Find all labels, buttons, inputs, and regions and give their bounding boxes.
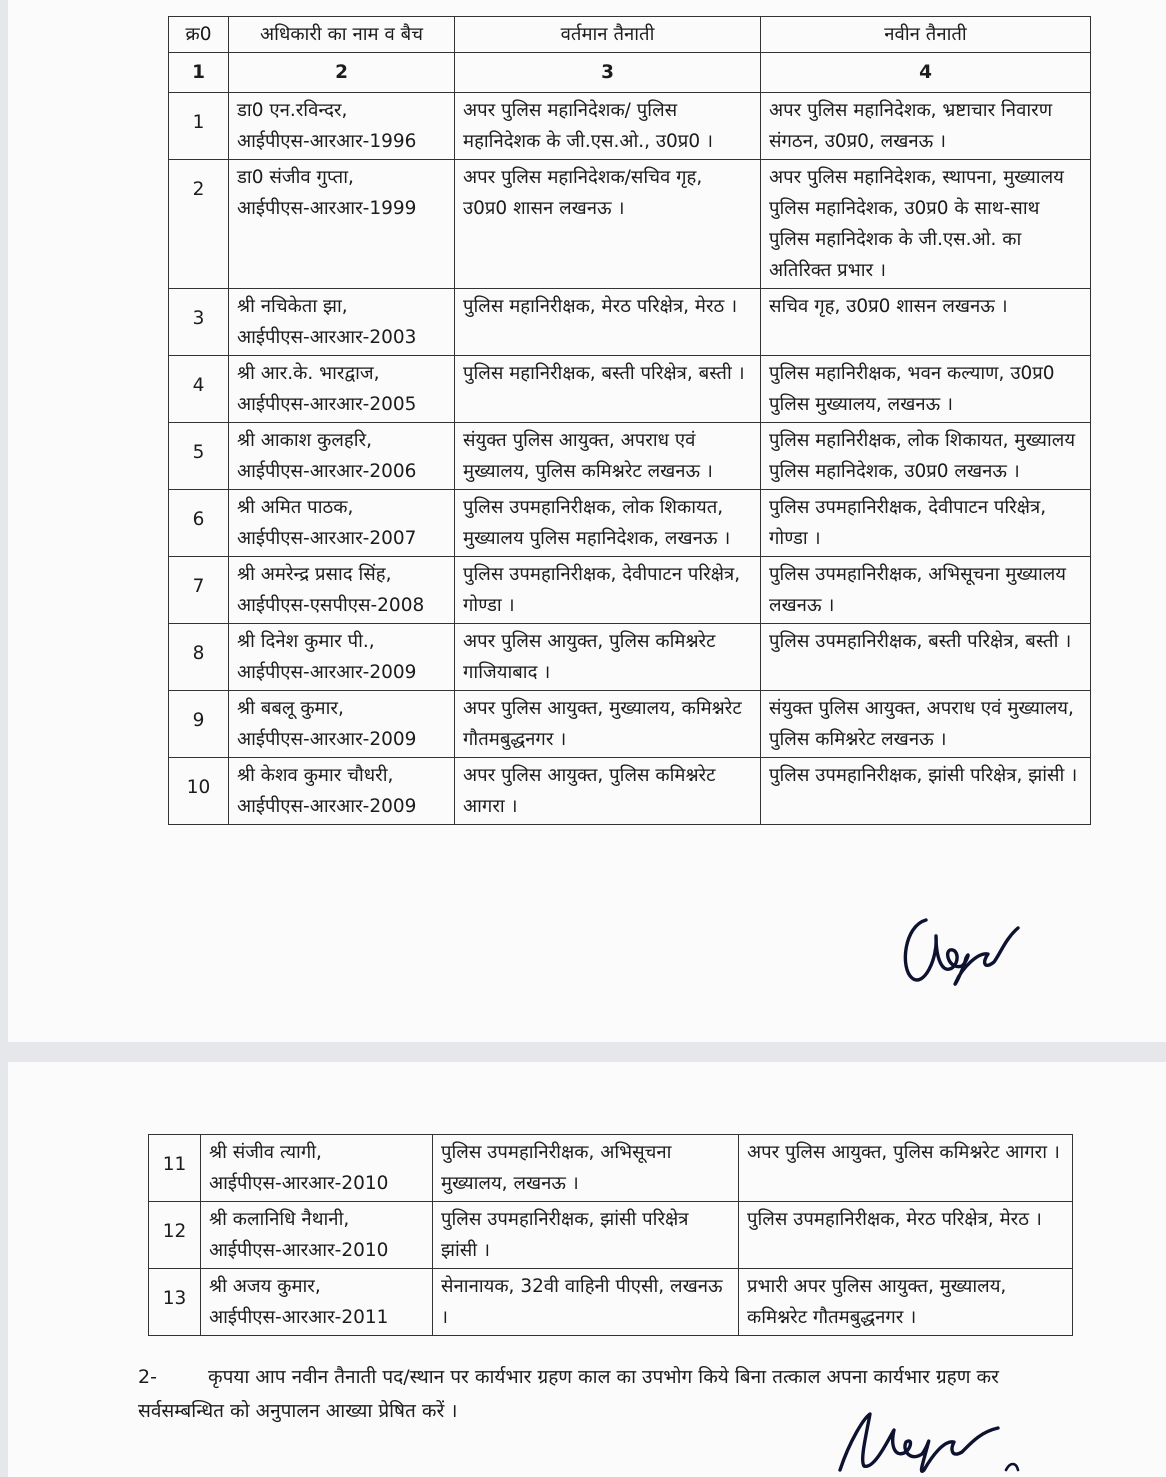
table-body-page-1 [169,93,1091,825]
officer-batch: आईपीएस-आरआर-2003 [237,327,417,348]
table-row [169,423,1091,490]
officer-cell [201,1135,433,1202]
new-posting: सचिव गृह, उ0प्र0 शासन लखनऊ । [761,289,1091,356]
current-posting: पुलिस उपमहानिरीक्षक, देवीपाटन परिक्षेत्र, गोण्डा । [455,557,761,624]
serial-number: 2 [169,160,229,289]
table-row [169,160,1091,289]
column-number: 2 [229,53,455,93]
serial-number: 1 [169,93,229,160]
new-posting: अपर पुलिस महानिदेशक, भ्रष्टाचार निवारण संगठन, उ0प्र0, लखनऊ । [761,93,1091,160]
officer-cell [229,691,455,758]
officer-cell [229,758,455,825]
table-row [169,557,1091,624]
current-posting: संयुक्त पुलिस आयुक्त, अपराध एवं मुख्यालय, पुलिस कमिश्नरेट लखनऊ । [455,423,761,490]
officer-name: डा0 एन.रविन्दर, [237,100,348,121]
serial-number: 13 [149,1269,201,1336]
serial-number: 5 [169,423,229,490]
table-row [169,490,1091,557]
officer-batch: आईपीएस-आरआर-2007 [237,528,417,549]
officer-batch: आईपीएस-आरआर-2005 [237,394,417,415]
current-posting: अपर पुलिस आयुक्त, पुलिस कमिश्नरेट गाजियाबाद । [455,624,761,691]
officer-cell [201,1269,433,1336]
header-serial-number: क्र0 [169,17,229,53]
new-posting: पुलिस उपमहानिरीक्षक, मेरठ परिक्षेत्र, मेरठ । [739,1202,1073,1269]
serial-number: 4 [169,356,229,423]
new-posting: पुलिस उपमहानिरीक्षक, बस्ती परिक्षेत्र, बस्ती । [761,624,1091,691]
table-row [169,624,1091,691]
officer-batch: आईपीएस-आरआर-2011 [209,1307,389,1328]
serial-number: 9 [169,691,229,758]
officer-batch: आईपीएस-आरआर-2010 [209,1173,389,1194]
column-number: 3 [455,53,761,93]
officer-cell [229,160,455,289]
officer-cell [229,423,455,490]
paragraph-text: कृपया आप नवीन तैनाती पद/स्थान पर कार्यभार ग्रहण काल का उपभोग किये बिना तत्काल अपना कार्यभार ग्रहण कर सर्वसम्बन्धित को अनुपालन आख्या प्रेषित करें । [138,1366,999,1422]
officer-name: श्री अमरेन्द्र प्रसाद सिंह, [237,564,392,585]
officer-name: डा0 संजीव गुप्ता, [237,167,354,188]
current-posting: पुलिस उपमहानिरीक्षक, झांसी परिक्षेत्र झांसी । [433,1202,739,1269]
table-row [169,289,1091,356]
officer-cell [229,557,455,624]
table-row [169,691,1091,758]
officer-batch: आईपीएस-आरआर-1999 [237,198,417,219]
serial-number: 7 [169,557,229,624]
officer-cell [229,356,455,423]
officer-name: श्री केशव कुमार चौधरी, [237,765,394,786]
current-posting: पुलिस महानिरीक्षक, मेरठ परिक्षेत्र, मेरठ । [455,289,761,356]
new-posting: संयुक्त पुलिस आयुक्त, अपराध एवं मुख्यालय, पुलिस कमिश्नरेट लखनऊ । [761,691,1091,758]
posting-table-page-1 [168,16,1091,825]
header-new-posting: नवीन तैनाती [761,17,1091,53]
officer-cell [229,289,455,356]
current-posting: अपर पुलिस आयुक्त, मुख्यालय, कमिश्नरेट गौतमबुद्धनगर । [455,691,761,758]
officer-name: श्री कलानिधि नैथानी, [209,1209,350,1230]
current-posting: अपर पुलिस महानिदेशक/ पुलिस महानिदेशक के जी.एस.ओ., उ0प्र0 । [455,93,761,160]
officer-name: श्री दिनेश कुमार पी., [237,631,375,652]
officer-cell [229,490,455,557]
serial-number: 8 [169,624,229,691]
column-number: 1 [169,53,229,93]
document-page-1 [8,0,1166,1042]
paragraph-number: 2- [138,1366,157,1388]
officer-cell [201,1202,433,1269]
current-posting: पुलिस उपमहानिरीक्षक, अभिसूचना मुख्यालय, लखनऊ । [433,1135,739,1202]
current-posting: अपर पुलिस महानिदेशक/सचिव गृह, उ0प्र0 शासन लखनऊ । [455,160,761,289]
column-number-row [169,53,1091,93]
serial-number: 11 [149,1135,201,1202]
table-row [169,93,1091,160]
officer-signature-2 [830,1400,1030,1477]
new-posting: पुलिस महानिरीक्षक, लोक शिकायत, मुख्यालय पुलिस महानिदेशक, उ0प्र0 लखनऊ । [761,423,1091,490]
officer-name: श्री बबलू कुमार, [237,698,344,719]
officer-name: श्री अजय कुमार, [209,1276,321,1297]
current-posting: पुलिस उपमहानिरीक्षक, लोक शिकायत, मुख्यालय पुलिस महानिदेशक, लखनऊ । [455,490,761,557]
new-posting: पुलिस महानिरीक्षक, भवन कल्याण, उ0प्र0 पुलिस मुख्यालय, लखनऊ । [761,356,1091,423]
new-posting: प्रभारी अपर पुलिस आयुक्त, मुख्यालय, कमिश्नरेट गौतमबुद्धनगर । [739,1269,1073,1336]
serial-number: 6 [169,490,229,557]
table-row [149,1202,1073,1269]
officer-batch: आईपीएस-आरआर-1996 [237,131,417,152]
new-posting: अपर पुलिस आयुक्त, पुलिस कमिश्नरेट आगरा । [739,1135,1073,1202]
officer-batch: आईपीएस-आरआर-2009 [237,662,417,683]
table-row [149,1269,1073,1336]
table-row [169,356,1091,423]
new-posting: अपर पुलिस महानिदेशक, स्थापना, मुख्यालय पुलिस महानिदेशक, उ0प्र0 के साथ-साथ पुलिस महानिदेशक के जी.एस.ओ. का अतिरिक्त प्रभार । [761,160,1091,289]
column-number: 4 [761,53,1091,93]
officer-batch: आईपीएस-आरआर-2009 [237,729,417,750]
current-posting: अपर पुलिस आयुक्त, पुलिस कमिश्नरेट आगरा । [455,758,761,825]
posting-table-page-2 [148,1134,1073,1336]
officer-cell [229,624,455,691]
officer-batch: आईपीएस-आरआर-2009 [237,796,417,817]
officer-batch: आईपीएस-आरआर-2010 [209,1240,389,1261]
table-body-page-2 [149,1135,1073,1336]
officer-signature-1 [896,898,1056,993]
serial-number: 10 [169,758,229,825]
officer-name: श्री नचिकेता झा, [237,296,348,317]
officer-batch: आईपीएस-आरआर-2006 [237,461,417,482]
officer-name: श्री संजीव त्यागी, [209,1142,322,1163]
serial-number: 3 [169,289,229,356]
officer-batch: आईपीएस-एसपीएस-2008 [237,595,425,616]
table-header-row [169,17,1091,53]
new-posting: पुलिस उपमहानिरीक्षक, झांसी परिक्षेत्र, झांसी । [761,758,1091,825]
new-posting: पुलिस उपमहानिरीक्षक, देवीपाटन परिक्षेत्र, गोण्डा । [761,490,1091,557]
current-posting: पुलिस महानिरीक्षक, बस्ती परिक्षेत्र, बस्ती । [455,356,761,423]
officer-name: श्री आर.के. भारद्वाज, [237,363,380,384]
header-current-posting: वर्तमान तैनाती [455,17,761,53]
serial-number: 12 [149,1202,201,1269]
table-row [149,1135,1073,1202]
officer-cell [229,93,455,160]
officer-name: श्री अमित पाठक, [237,497,354,518]
current-posting: सेनानायक, 32वी वाहिनी पीएसी, लखनऊ । [433,1269,739,1336]
table-row [169,758,1091,825]
officer-name: श्री आकाश कुलहरि, [237,430,372,451]
header-officer-name-batch: अधिकारी का नाम व बैच [229,17,455,53]
new-posting: पुलिस उपमहानिरीक्षक, अभिसूचना मुख्यालय लखनऊ । [761,557,1091,624]
